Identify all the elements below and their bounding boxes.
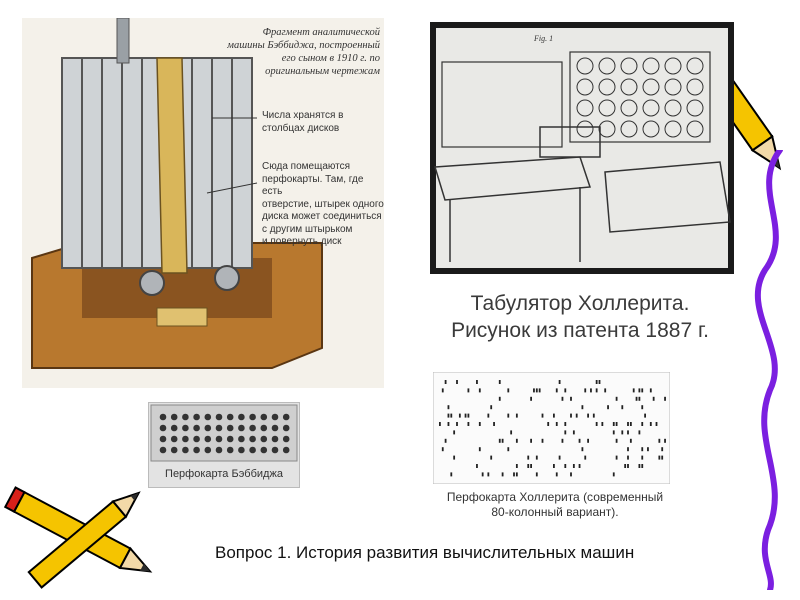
pencils-bottom-left-icon <box>0 478 170 600</box>
hollerith-punched-card <box>433 372 670 484</box>
slide-title: Вопрос 1. История развития вычислительных машин <box>215 543 635 562</box>
note-cards: Сюда помещаются перфокарты. Там, где есть отверстие, штырек одного диска может соединиться с другим штырьком и повернуть диск <box>262 161 384 247</box>
purple-swirl-icon <box>740 150 800 590</box>
hollerith-card-caption: Перфокарта Холлерита (современный 80-колонный вариант). <box>446 490 664 519</box>
babbage-punched-card <box>148 402 300 488</box>
babbage-card-caption: Перфокарта Бэббиджа <box>165 468 283 480</box>
babbage-caption: Фрагмент аналитической машины Бэббиджа, построенный его сыном в 1910 г. по оригинальным чертежам <box>227 27 380 77</box>
babbage-machine-illustration <box>22 18 384 388</box>
hollerith-patent-drawing <box>430 22 734 274</box>
hollerith-caption: Табулятор Холлерита. Рисунок из патента 1887 г. <box>451 292 709 342</box>
note-numbers: Числа хранятся в столбцах дисков <box>262 110 344 134</box>
patent-fig-label: Fig. 1 <box>534 34 554 43</box>
